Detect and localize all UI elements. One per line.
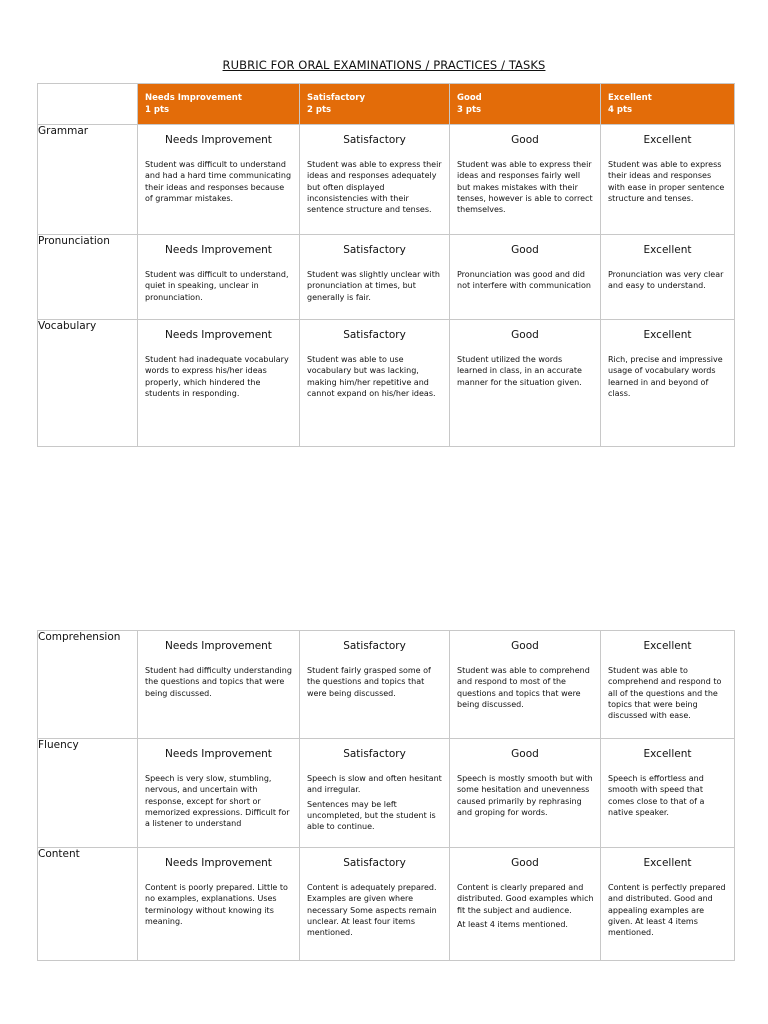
rubric-cell-excellent [601,848,735,961]
description-text: Content is adequately prepared. Examples are given where necessary Some aspects remain unclear. At least four items mentioned. [307,883,437,938]
rubric-cell-needs-improvement [138,125,300,235]
level-label: Excellent [643,329,692,341]
level-description [601,256,734,292]
level-label: Needs Improvement [165,244,272,256]
level-description [601,146,734,204]
description-text: Speech is effortless and smooth with speed that comes close to that of a native speaker. [608,774,705,817]
description-text: At least 4 items mentioned. [457,919,568,929]
rubric-cell-satisfactory [300,320,450,447]
level-label: Good [511,640,539,652]
rubric-cell-satisfactory [300,739,450,848]
description-text: Student utilized the words learned in class, in an accurate manner for the situation given. [457,355,582,387]
category-label: Grammar [38,125,138,235]
level-label: Satisfactory [343,329,406,341]
level-description [138,869,299,927]
description-text: Speech is slow and often hesitant and irregular. [307,774,442,795]
rubric-cell-good [450,235,601,320]
level-label: Needs Improvement [165,134,272,146]
header-blank-cell [38,84,138,125]
description-text: Student was able to express their ideas and responses with ease in proper sentence structure and tenses. [608,160,725,203]
rubric-cell-good [450,631,601,739]
rubric-cell-excellent [601,739,735,848]
description-text: Student was able to use vocabulary but was lacking, making him/her repetitive and cannot expand on his/her ideas. [307,355,436,398]
level-description [450,256,600,292]
rubric-table-2 [37,630,735,961]
rubric-cell-excellent [601,320,735,447]
rubric-cell-satisfactory [300,125,450,235]
level-label: Good [511,244,539,256]
rubric-cell-excellent [601,125,735,235]
description-text: Student was able to express their ideas and responses fairly well but makes mistakes with their tenses, however is able to correct themselves. [457,160,593,215]
description-text: Student was able to express their ideas and responses adequately but often displayed inconsistencies with their sentence structure and tenses. [307,160,442,215]
description-text: Pronunciation was good and did not interfere with communication [457,270,591,291]
level-description [138,760,299,829]
level-label: Good [511,329,539,341]
level-label: Excellent [643,640,692,652]
header-row [38,84,735,125]
level-label: Needs Improvement [165,640,272,652]
level-label: Good [511,857,539,869]
rubric-cell-needs-improvement [138,848,300,961]
level-description [138,652,299,699]
level-description [601,341,734,399]
rubric-cell-good [450,739,601,848]
description-text: Student was slightly unclear with pronunciation at times, but generally is fair. [307,270,440,302]
description-text: Sentences may be left uncompleted, but the student is able to continue. [307,799,436,832]
description-text: Student was difficult to understand, quiet in speaking, unclear in pronunciation. [145,270,289,302]
level-description [300,869,449,938]
level-description [450,652,600,710]
level-label: Good [511,134,539,146]
level-description [300,146,449,215]
description-text: Student was able to comprehend and respond to most of the questions and topics that were being discussed. [457,666,590,709]
rubric-cell-needs-improvement [138,235,300,320]
rubric-cell-good [450,848,601,961]
level-label: Excellent [643,857,692,869]
level-description [138,341,299,399]
header-good: Good 3 pts [450,84,601,125]
description-text: Student fairly grasped some of the questions and topics that were being discussed. [307,666,431,698]
level-label: Needs Improvement [165,748,272,760]
description-text: Student had inadequate vocabulary words to express his/her ideas properly, which hindered the students in responding. [145,355,289,398]
rubric-cell-satisfactory [300,631,450,739]
level-label: Satisfactory [343,857,406,869]
category-label: Comprehension [38,631,138,739]
rubric-cell-good [450,320,601,447]
level-description [300,760,449,832]
rubric-cell-needs-improvement [138,739,300,848]
rubric-cell-excellent [601,235,735,320]
level-label: Satisfactory [343,640,406,652]
rubric-table-1 [37,83,735,447]
description-text: Content is perfectly prepared and distributed. Good and appealing examples are given. At least 4 items mentioned. [608,883,726,938]
category-label: Fluency [38,739,138,848]
description-text: Speech is mostly smooth but with some hesitation and unevenness caused primarily by rephrasing and groping for words. [457,774,593,817]
description-text: Pronunciation was very clear and easy to understand. [608,270,724,291]
description-text: Student was able to comprehend and respond to all of the questions and the topics that were being discussed with ease. [608,666,722,721]
description-text: Student was difficult to understand and had a hard time communicating their ideas and responses because of grammar mistakes. [145,160,292,203]
rubric-cell-needs-improvement [138,631,300,739]
level-description [138,146,299,204]
level-label: Satisfactory [343,134,406,146]
level-label: Needs Improvement [165,857,272,869]
level-description [450,341,600,388]
level-label: Satisfactory [343,748,406,760]
description-text: Content is clearly prepared and distributed. Good examples which fit the subject and audience. [457,883,594,915]
header-needs-improvement: Needs Improvement 1 pts [138,84,300,125]
rubric-row-comprehension [38,631,735,739]
level-label: Excellent [643,244,692,256]
level-label: Good [511,748,539,760]
rubric-row-content [38,848,735,961]
level-description [300,256,449,303]
level-description [601,869,734,938]
level-description [601,760,734,818]
level-description [450,146,600,215]
header-excellent: Excellent 4 pts [601,84,735,125]
level-description [138,256,299,303]
document-title: RUBRIC FOR ORAL EXAMINATIONS / PRACTICES / TASKS [222,58,546,72]
level-description [450,869,600,930]
rubric-row-fluency [38,739,735,848]
rubric-cell-good [450,125,601,235]
description-text: Rich, precise and impressive usage of vocabulary words learned in and beyond of class. [608,355,723,398]
level-label: Excellent [643,134,692,146]
level-label: Needs Improvement [165,329,272,341]
level-description [300,341,449,399]
rubric-cell-excellent [601,631,735,739]
level-description [450,760,600,818]
header-satisfactory: Satisfactory 2 pts [300,84,450,125]
category-label: Content [38,848,138,961]
rubric-row-grammar [38,125,735,235]
level-label: Excellent [643,748,692,760]
category-label: Vocabulary [38,320,138,447]
level-label: Satisfactory [343,244,406,256]
level-description [300,652,449,699]
description-text: Content is poorly prepared. Little to no examples, explanations. Uses terminology without knowing its meaning. [145,883,288,926]
description-text: Speech is very slow, stumbling, nervous, and uncertain with response, except for short or memorized expressions. Difficult for a listener to understand [145,774,290,829]
level-description [601,652,734,721]
description-text: Student had difficulty understanding the questions and topics that were being discussed. [145,666,292,698]
rubric-cell-satisfactory [300,848,450,961]
rubric-cell-satisfactory [300,235,450,320]
rubric-row-vocabulary [38,320,735,447]
rubric-cell-needs-improvement [138,320,300,447]
category-label: Pronunciation [38,235,138,320]
rubric-row-pronunciation [38,235,735,320]
